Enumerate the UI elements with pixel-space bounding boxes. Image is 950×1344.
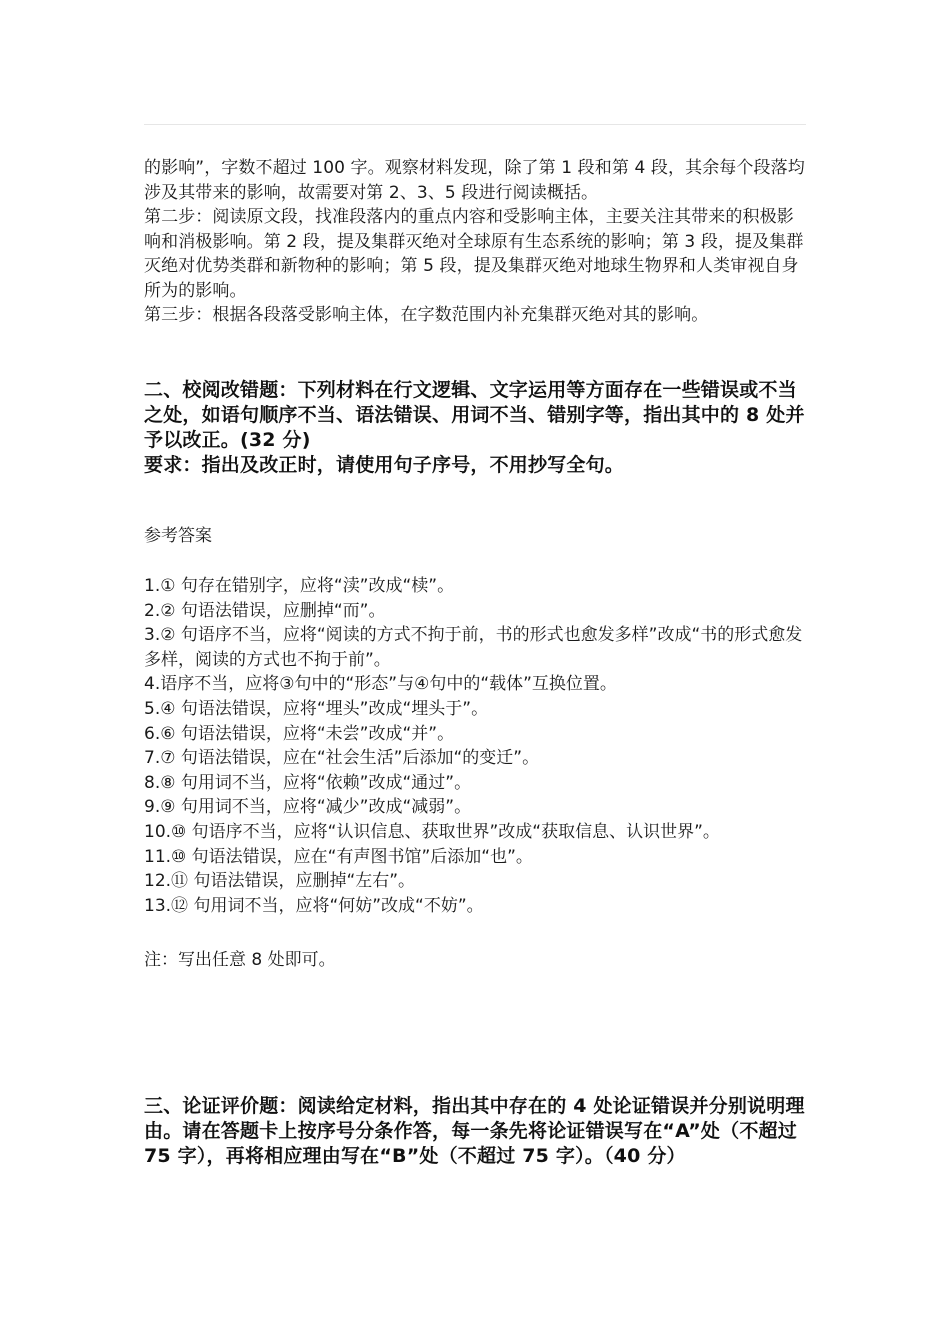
analysis-steps: [144, 156, 808, 328]
answer-item: 6.⑥ 句语法错误，应将“未尝”改成“并”。: [144, 723, 455, 744]
answer-item: 7.⑦ 句语法错误，应在“社会生活”后添加“的变迁”。: [144, 748, 540, 769]
analysis-paragraph: 第二步：阅读原文段，找准段落内的重点内容和受影响主体，主要关注其带来的积极影响和消极影响。第 2 段，提及集群灭绝对全球原有生态系统的影响；第 3 段，提及集群灭绝对优势类群和新物种的影响；第 5 段，提及集群灭绝对地球生物界和人类审视自身所为的影响。: [144, 207, 804, 301]
answer-item: 13.⑫ 句用词不当，应将“何妨”改成“不妨”。: [144, 895, 484, 916]
answer-item: 2.② 句语法错误，应删掉“而”。: [144, 600, 386, 621]
analysis-paragraph: 第三步：根据各段落受影响主体，在字数范围内补充集群灭绝对其的影响。: [144, 305, 709, 325]
answer-item: 10.⑩ 句语序不当，应将“认识信息、获取世界”改成“获取信息、认识世界”。: [144, 821, 720, 842]
argument-evaluation-question: [144, 1094, 808, 1169]
answer-item: 9.⑨ 句用词不当，应将“减少”改成“减弱”。: [144, 797, 472, 818]
answer-label: 参考答案: [144, 526, 212, 546]
section-heading: 二、校阅改错题：下列材料在行文逻辑、文字运用等方面存在一些错误或不当之处，如语句顺序不当、语法错误、用词不当、错别字等，指出其中的 8 处并予以改正。(32 分): [144, 379, 805, 451]
answer-list: [144, 574, 808, 918]
section-requirement: 要求：指出及改正时，请使用句子序号，不用抄写全句。: [144, 454, 625, 476]
proofreading-question: [144, 378, 808, 478]
answer-note: 注：写出任意 8 处即可。: [144, 950, 336, 970]
header-divider: [144, 124, 806, 125]
answer-item: 4.语序不当，应将③句中的“形态”与④句中的“载体”互换位置。: [144, 674, 617, 695]
answer-item: 8.⑧ 句用词不当，应将“依赖”改成“通过”。: [144, 772, 472, 793]
answer-item: 11.⑩ 句语法错误，应在“有声图书馆”后添加“也”。: [144, 846, 533, 867]
answer-item: 5.④ 句语法错误，应将“埋头”改成“埋头于”。: [144, 698, 489, 719]
analysis-paragraph: 的影响”，字数不超过 100 字。观察材料发现，除了第 1 段和第 4 段，其余每个段落均涉及其带来的影响，故需要对第 2、3、5 段进行阅读概括。: [144, 158, 805, 203]
section-heading: 三、论证评价题：阅读给定材料，指出其中存在的 4 处论证错误并分别说明理由。请在答题卡上按序号分条作答，每一条先将论证错误写在“A”处（不超过 75 字），再将相应理由写在“B”处（不超过 75 字）。（40 分）: [144, 1095, 805, 1167]
answer-item: 1.① 句存在错别字，应将“渎”改成“椟”。: [144, 576, 455, 596]
answer-item: 3.② 句语序不当，应将“阅读的方式不拘于前，书的形式也愈发多样”改成“书的形式愈发多样，阅读的方式也不拘于前”。: [144, 625, 803, 670]
answer-item: 12.⑪ 句语法错误，应删掉“左右”。: [144, 871, 416, 892]
